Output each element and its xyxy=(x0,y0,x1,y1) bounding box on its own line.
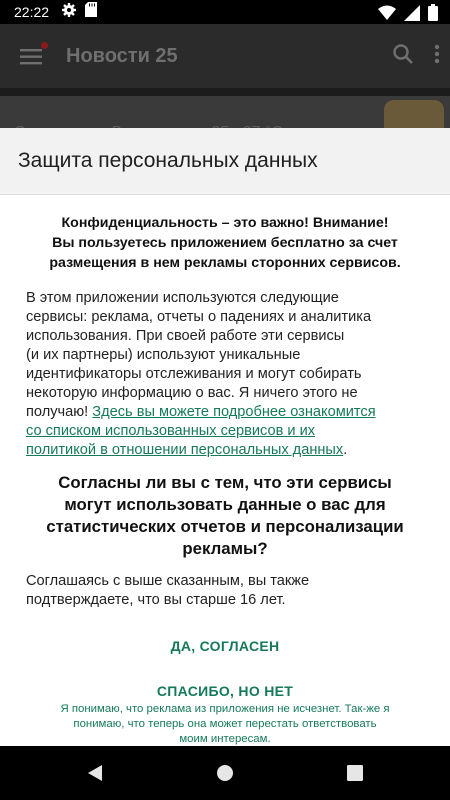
decline-note-line: понимаю, что теперь она может перестать ответствовать xyxy=(73,718,377,730)
paragraph-line xyxy=(26,422,424,441)
consent-question xyxy=(26,472,424,560)
decline-note-line: моим интересам. xyxy=(179,733,271,745)
menu-icon xyxy=(20,47,42,67)
warning-line: Конфиденциальность – это важно! Внимание! xyxy=(61,215,389,231)
status-icons-left xyxy=(61,2,97,23)
agree-button[interactable]: ДА, СОГЛАСЕН xyxy=(165,637,286,655)
status-bar xyxy=(0,0,450,24)
warning-line: Вы пользуетесь приложением бесплатно за счет xyxy=(52,235,398,251)
back-icon xyxy=(86,764,104,782)
more-vert-icon[interactable] xyxy=(434,44,440,69)
info-paragraph xyxy=(26,289,424,460)
paragraph-line: некоторую информацию о вас. Я ничего этого не xyxy=(26,385,358,401)
dialog-body xyxy=(0,195,450,747)
back-button[interactable] xyxy=(30,764,160,782)
paragraph-line: идентификаторы отслеживания и могут собирать xyxy=(26,366,362,382)
warning-line: размещения в нем рекламы сторонних сервисов. xyxy=(49,255,401,271)
paragraph-line: использования. При своей работе эти сервисы xyxy=(26,328,345,344)
navigation-bar xyxy=(0,746,450,800)
app-bar xyxy=(0,24,450,88)
dialog-title: Защита персональных данных xyxy=(18,149,318,172)
wifi-icon xyxy=(378,5,396,25)
home-button[interactable] xyxy=(160,764,290,782)
home-icon xyxy=(216,764,234,782)
question-line: рекламы? xyxy=(182,539,268,558)
paragraph-line: В этом приложении используются следующие xyxy=(26,290,339,306)
decline-note-line: Я понимаю, что реклама из приложения не исчезнет. Так-же я xyxy=(60,703,390,715)
recents-icon xyxy=(347,765,363,781)
question-line: могут использовать данные о вас для xyxy=(64,495,386,514)
paragraph-line xyxy=(26,441,424,460)
paragraph-tail: получаю! xyxy=(26,404,93,420)
privacy-dialog xyxy=(0,128,450,746)
gear-icon xyxy=(61,2,77,23)
paragraph-line: (и их партнеры) используют уникальные xyxy=(26,347,301,363)
app-title: Новости 25 xyxy=(66,44,178,67)
notification-dot xyxy=(41,42,48,49)
question-line: Согласны ли вы с тем, что эти сервисы xyxy=(58,473,392,492)
search-icon[interactable] xyxy=(392,43,414,70)
privacy-policy-link[interactable]: политикой в отношении персональных данных xyxy=(26,442,344,458)
age-line: Соглашаясь с выше сказанным, вы также xyxy=(26,573,310,589)
status-icons-right xyxy=(378,4,438,26)
age-note xyxy=(26,572,424,610)
recents-button[interactable] xyxy=(290,765,420,781)
age-line: подтверждаете, что вы старше 16 лет. xyxy=(26,592,286,608)
sd-card-icon xyxy=(85,2,97,22)
warning-text xyxy=(26,213,424,273)
paragraph-line xyxy=(26,403,424,422)
signal-icon xyxy=(404,5,420,26)
link-suffix: . xyxy=(343,442,348,458)
question-line: статистических отчетов и персонализации xyxy=(46,517,404,536)
privacy-policy-link[interactable]: Здесь вы можете подробнее ознакомится xyxy=(92,404,376,420)
menu-button[interactable] xyxy=(20,44,44,68)
status-time: 22:22 xyxy=(14,4,50,20)
dialog-header xyxy=(0,128,450,195)
decline-button[interactable]: СПАСИБО, НО НЕТ xyxy=(151,682,299,700)
decline-note xyxy=(26,702,424,747)
privacy-policy-link[interactable]: со списком использованных сервисов и их xyxy=(26,423,316,439)
paragraph-line: сервисы: реклама, отчеты о падениях и аналитика xyxy=(26,309,372,325)
battery-icon xyxy=(428,4,438,26)
